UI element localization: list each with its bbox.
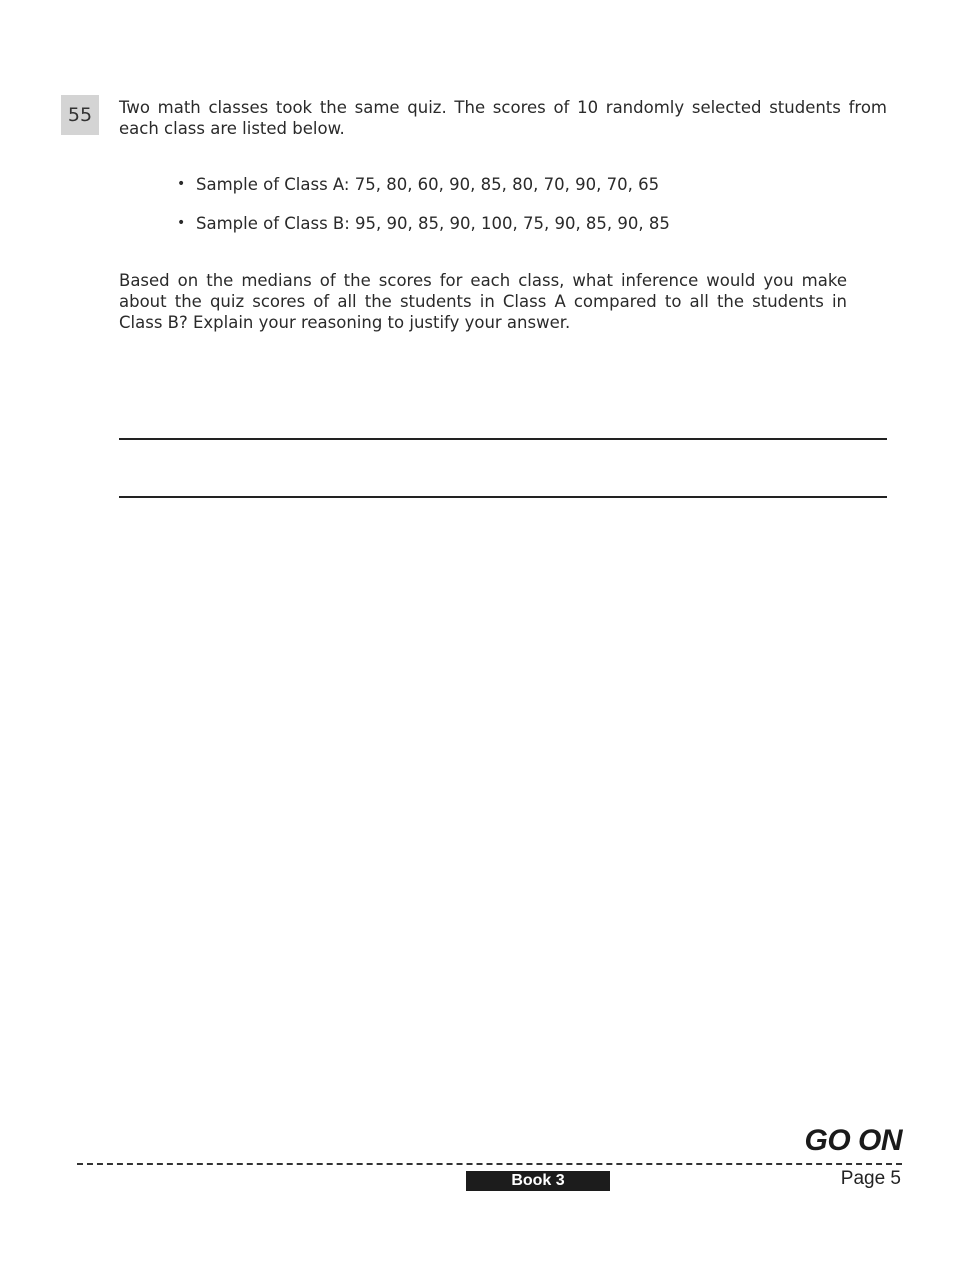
answer-line-2[interactable] <box>119 496 887 498</box>
bullet-icon: • <box>177 176 186 192</box>
sample-list <box>175 174 670 252</box>
sample-class-a <box>175 174 670 195</box>
sample-class-a-text: Sample of Class A: 75, 80, 60, 90, 85, 80, 70, 90, 70, 65 <box>196 175 660 194</box>
go-on-label: GO ON <box>804 1124 902 1157</box>
book-label: Book 3 <box>466 1171 610 1191</box>
bullet-icon: • <box>177 215 186 231</box>
question-number: 55 <box>61 95 99 135</box>
question-stem: Two math classes took the same quiz. The scores of 10 randomly selected students from each class are listed below. <box>119 98 887 138</box>
answer-line-1[interactable] <box>119 438 887 440</box>
sample-class-b-text: Sample of Class B: 95, 90, 85, 90, 100, 75, 90, 85, 90, 85 <box>196 214 670 233</box>
page-number: Page 5 <box>840 1168 901 1189</box>
footer-divider <box>77 1163 902 1165</box>
question-prompt: Based on the medians of the scores for each class, what inference would you make about the quiz scores of all the students in Class A compared to all the students in Class B? Explain your reasoning to justify your answer. <box>119 271 847 332</box>
sample-class-b <box>175 213 670 234</box>
